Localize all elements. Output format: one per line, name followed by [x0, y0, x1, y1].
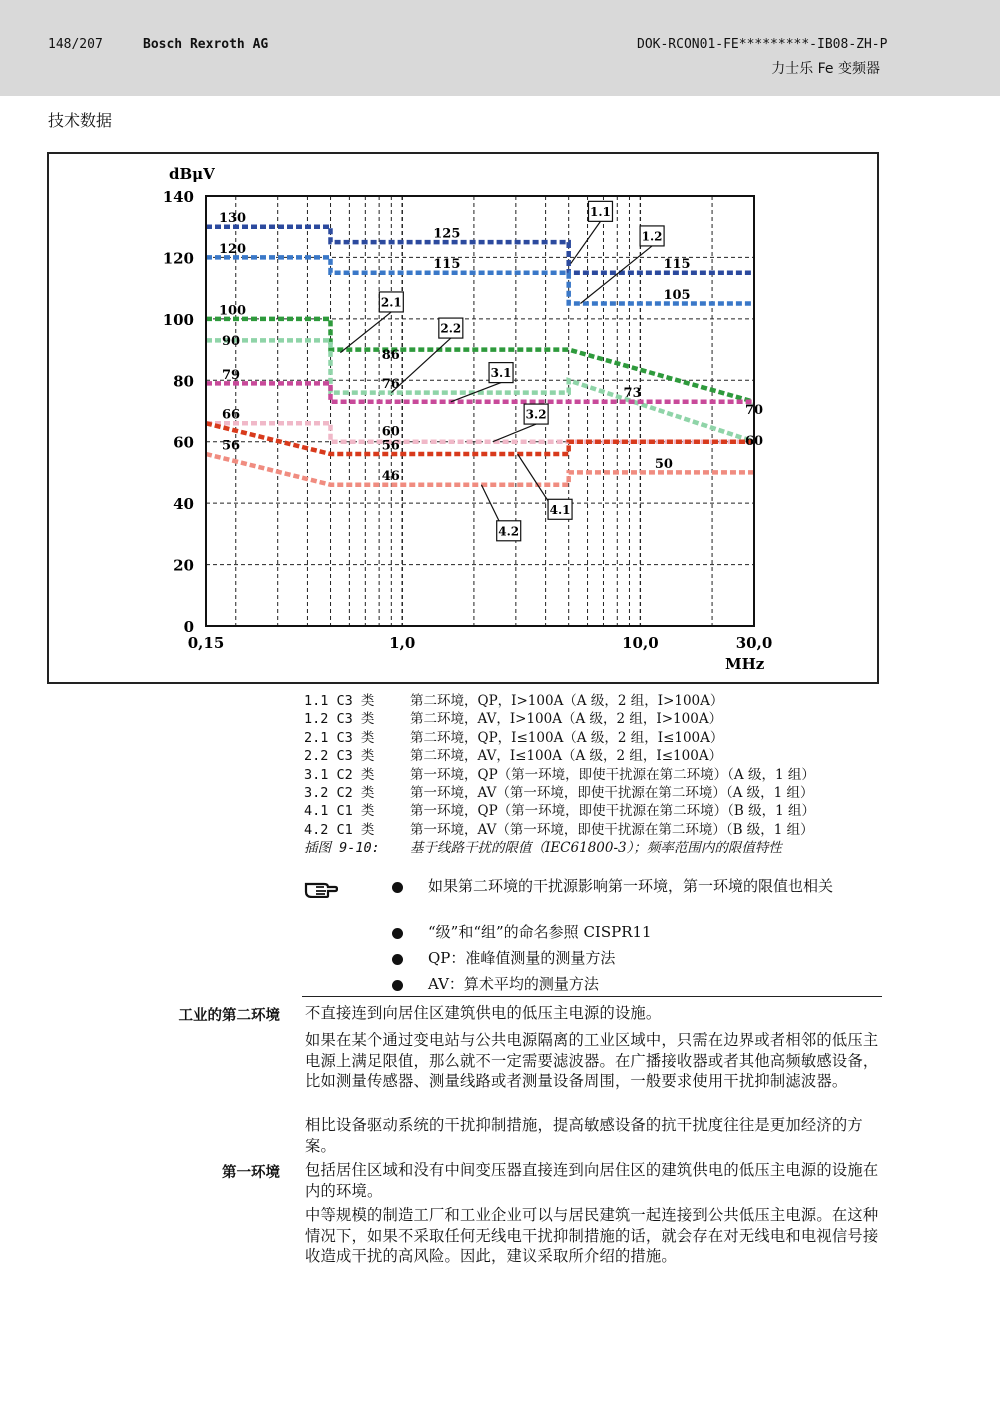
callout-leader — [391, 338, 451, 393]
value-label: 76 — [381, 376, 400, 392]
note-item — [392, 876, 882, 918]
legend-key: 3.2 C2 类 — [304, 784, 375, 801]
legend-key: 4.2 C1 类 — [304, 821, 375, 838]
callout-label: 2.1 — [380, 295, 402, 310]
paragraph: 包括居住区域和没有中间变压器直接连到向居住区的建筑供电的低压主电源的设施在内的环境。 — [305, 1161, 879, 1200]
legend-value: 第二环境，AV，I≤100A（A 级，2 组，I≤100A） — [410, 748, 723, 765]
pointing-hand-icon — [304, 878, 338, 898]
value-label: 115 — [433, 257, 461, 273]
value-label: 73 — [623, 386, 642, 402]
value-label: 125 — [433, 226, 461, 242]
callout-label: 2.2 — [440, 321, 462, 336]
value-label: 100 — [218, 303, 247, 319]
series-line-3-2 — [206, 423, 754, 441]
legend-key: 2.2 C3 类 — [304, 748, 375, 765]
callout-leader — [340, 312, 391, 353]
legend-value: 第二环境，QP，I>100A（A 级，2 组，I>100A） — [410, 693, 724, 709]
note-text: AV：算术平均的测量方法 — [428, 975, 599, 993]
value-label: 130 — [218, 211, 247, 227]
x-axis-unit: MHz — [725, 655, 765, 673]
bullet-icon — [392, 954, 403, 965]
callout-label: 4.1 — [549, 502, 571, 517]
legend-key: 1.2 C3 类 — [304, 711, 375, 728]
legend-key: 2.1 C3 类 — [304, 729, 375, 746]
value-label: 60 — [745, 433, 764, 449]
legend-value: 第二环境，QP，I≤100A（A 级，2 组，I≤100A） — [410, 729, 724, 746]
value-label: 56 — [381, 438, 400, 454]
caption-text: 基于线路干扰的限值（IEC61800-3）；频率范围内的限值特性 — [410, 840, 782, 857]
paragraph: 相比设备驱动系统的干扰抑制措施，提高敏感设备的抗干扰度往往是更加经济的方案。 — [305, 1116, 863, 1155]
page-header — [0, 0, 1000, 96]
section-title: 技术数据 — [48, 111, 113, 130]
emission-limit-chart — [49, 154, 879, 684]
bullet-icon — [392, 980, 403, 991]
value-label: 79 — [221, 367, 241, 383]
value-label: 86 — [381, 347, 400, 363]
y-tick-label: 20 — [173, 556, 194, 575]
legend-key: 1.1 C3 类 — [304, 693, 375, 709]
callout-label: 1.2 — [641, 229, 663, 244]
side-heading-industrial: 工业的第二环境 — [178, 1008, 280, 1024]
callout-label: 3.2 — [525, 407, 547, 422]
x-tick-label: 30,0 — [735, 634, 773, 652]
value-label: 90 — [221, 333, 241, 349]
legend-value: 第一环境，QP（第一环境，即使干扰源在第二环境）（A 级，1 组） — [410, 766, 815, 783]
callout-label: 4.2 — [498, 524, 520, 539]
callout-label: 1.1 — [590, 204, 611, 219]
value-label: 115 — [663, 257, 691, 273]
series-line-2-1 — [206, 319, 754, 402]
note-text: “级”和“组”的命名参照 CISPR11 — [428, 923, 652, 941]
value-label: 46 — [381, 469, 400, 485]
y-tick-label: 140 — [162, 188, 194, 206]
legend-key: 4.1 C1 类 — [304, 803, 375, 820]
value-label: 56 — [221, 438, 241, 454]
callout-leader — [451, 383, 501, 402]
legend-value: 第一环境，AV（第一环境，即使干扰源在第二环境）（A 级，1 组） — [410, 784, 814, 801]
value-label: 50 — [654, 456, 673, 472]
legend-value: 第一环境，QP（第一环境，即使干扰源在第二环境）（B 级，1 组） — [410, 803, 815, 820]
y-tick-label: 80 — [173, 372, 194, 391]
side-heading-first-environment: 第一环境 — [222, 1165, 280, 1181]
paragraph: 不直接连到向居住区建筑供电的低压主电源的设施。 — [305, 1004, 662, 1022]
y-tick-label: 0 — [183, 618, 194, 636]
legend-value: 第二环境，AV，I>100A（A 级，2 组，I>100A） — [410, 711, 723, 728]
chart-callouts — [340, 201, 664, 540]
note-text: 如果第二环境的干扰源影响第一环境，第一环境的限值也相关 — [428, 877, 834, 895]
y-tick-label: 100 — [162, 310, 194, 329]
x-tick-label: 10,0 — [622, 634, 659, 652]
note-text: QP：准峰值测量的测量方法 — [428, 949, 616, 967]
callout-label: 3.1 — [490, 366, 512, 381]
y-tick-label: 120 — [162, 249, 194, 268]
legend-key: 3.1 C2 类 — [304, 766, 375, 783]
value-label: 60 — [381, 424, 400, 440]
value-label: 70 — [745, 403, 764, 419]
callout-leader — [493, 424, 536, 442]
y-axis-unit: dBμV — [169, 165, 215, 183]
paragraph: 如果在某个通过变电站与公共电源隔离的工业区域中，只需在边界或者相邻的低压主电源上满足限值，那么就不一定需要滤波器。在广播接收器或者其他高频敏感设备，比如测量传感器、测量线路或者测量设备周围，一般要求使用干扰抑制滤波器。 — [305, 1031, 879, 1090]
series-line-4-1 — [206, 423, 754, 454]
product-name: 力士乐 Fe 变频器 — [771, 61, 880, 77]
company-name: Bosch Rexroth AG — [143, 37, 269, 52]
divider — [302, 996, 882, 997]
bullet-icon — [392, 928, 403, 939]
x-tick-label: 1,0 — [389, 634, 416, 652]
value-label: 66 — [221, 407, 241, 423]
document-id: DOK-RCON01-FE*********-IB08-ZH-P — [637, 37, 888, 52]
emission-limit-figure — [47, 152, 879, 684]
y-tick-label: 40 — [173, 495, 194, 514]
value-label: 105 — [663, 287, 691, 303]
value-label: 120 — [218, 241, 247, 257]
bullet-icon — [392, 882, 403, 893]
paragraph: 中等规模的制造工厂和工业企业可以与居民建筑一起连接到公共低压主电源。在这种情况下，如果不采取任何无线电干扰抑制措施的话，就会存在对无线电和电视信号接收造成干扰的高风险。因此，建议采取所介绍的措施。 — [305, 1206, 879, 1265]
legend-value: 第一环境，AV（第一环境，即使干扰源在第二环境）（B 级，1 组） — [410, 821, 814, 838]
caption-key: 插图 9-10: — [304, 840, 380, 857]
y-tick-label: 60 — [173, 433, 194, 452]
page-number: 148/207 — [48, 37, 103, 52]
x-tick-label: 0,15 — [187, 634, 225, 652]
